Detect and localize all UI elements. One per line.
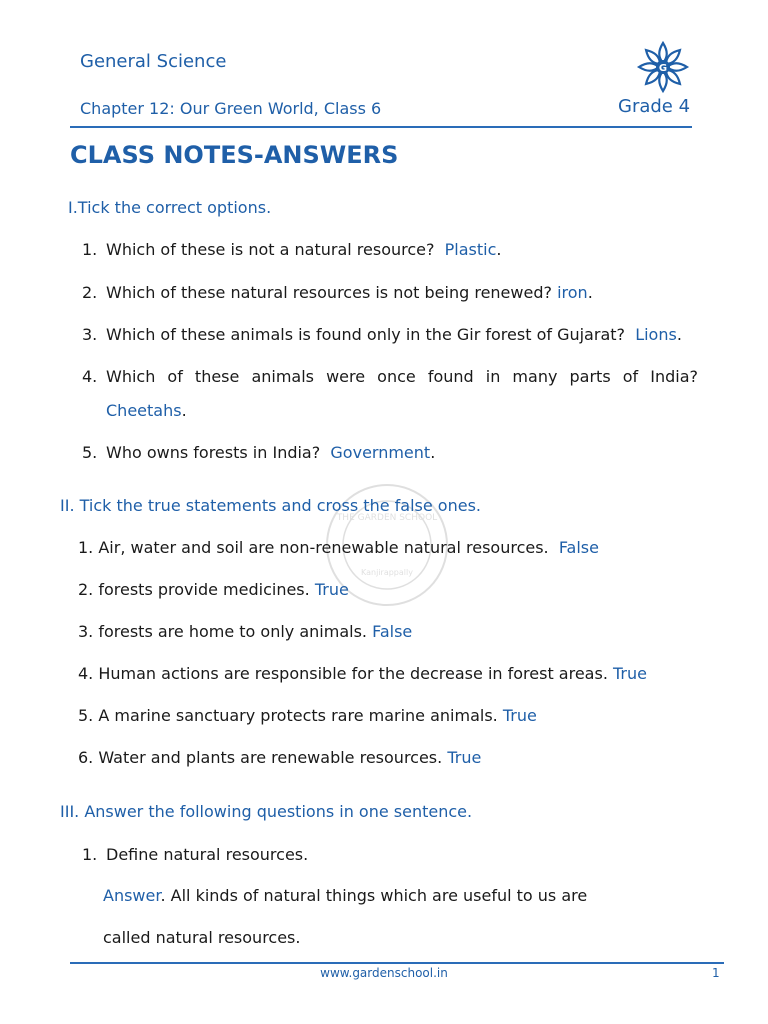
section-heading-2: II. Tick the true statements and cross the false ones. [60, 496, 481, 515]
answer-text: iron [557, 283, 588, 302]
answer-label: Answer [103, 886, 161, 905]
list-item: 6. Water and plants are renewable resources. True [78, 748, 482, 767]
answer-text: Government [330, 443, 431, 462]
section-heading-1: I.Tick the correct options. [68, 198, 272, 217]
answer-line: Answer. All kinds of natural things which are useful to us are [103, 886, 588, 905]
chapter-title: Chapter 12: Our Green World, Class 6 [80, 99, 382, 118]
answer-text: False [372, 622, 413, 641]
list-item: 5. Who owns forests in India? Government. [82, 443, 436, 462]
footer-divider [70, 962, 724, 964]
list-item: 5. A marine sanctuary protects rare marine animals. True [78, 706, 537, 725]
header-divider [70, 126, 692, 128]
section-heading-3: III. Answer the following questions in one sentence. [60, 802, 473, 821]
answer-text: Plastic [444, 240, 497, 259]
logo-letter: G [658, 63, 668, 74]
list-item: 4. Human actions are responsible for the decrease in forest areas. True [78, 664, 647, 683]
list-item-continuation: Cheetahs. [106, 401, 187, 420]
answer-text: Lions [635, 325, 677, 344]
list-item: 2. Which of these natural resources is not being renewed? iron. [82, 283, 593, 302]
svg-text:Kanjirappally: Kanjirappally [361, 568, 413, 577]
footer-url[interactable]: www.gardenschool.in [320, 966, 448, 980]
svg-text:THE GARDEN SCHOOL: THE GARDEN SCHOOL [336, 513, 438, 523]
answer-text: True [314, 580, 349, 599]
list-item: 1. Air, water and soil are non-renewable natural resources. False [78, 538, 599, 557]
list-item: 4. Which of these animals were once found in many parts of India? [82, 367, 698, 386]
answer-text: True [447, 748, 482, 767]
answer-text: Cheetahs [106, 401, 182, 420]
answer-text: False [558, 538, 599, 557]
list-item: 1. Which of these is not a natural resource? Plastic. [82, 240, 502, 259]
page-number: 1 [712, 966, 720, 980]
answer-text: True [502, 706, 537, 725]
list-item: 1. Define natural resources. [82, 845, 309, 864]
answer-line: called natural resources. [103, 928, 301, 947]
grade-label: Grade 4 [618, 96, 691, 117]
list-item: 2. forests provide medicines. True [78, 580, 349, 599]
answer-text: True [613, 664, 647, 683]
page-title: CLASS NOTES-ANSWERS [70, 141, 399, 169]
school-logo-icon [634, 39, 692, 95]
subject-title: General Science [80, 51, 227, 72]
list-item: 3. Which of these animals is found only in the Gir forest of Gujarat? Lions. [82, 325, 682, 344]
list-item: 3. forests are home to only animals. False [78, 622, 413, 641]
